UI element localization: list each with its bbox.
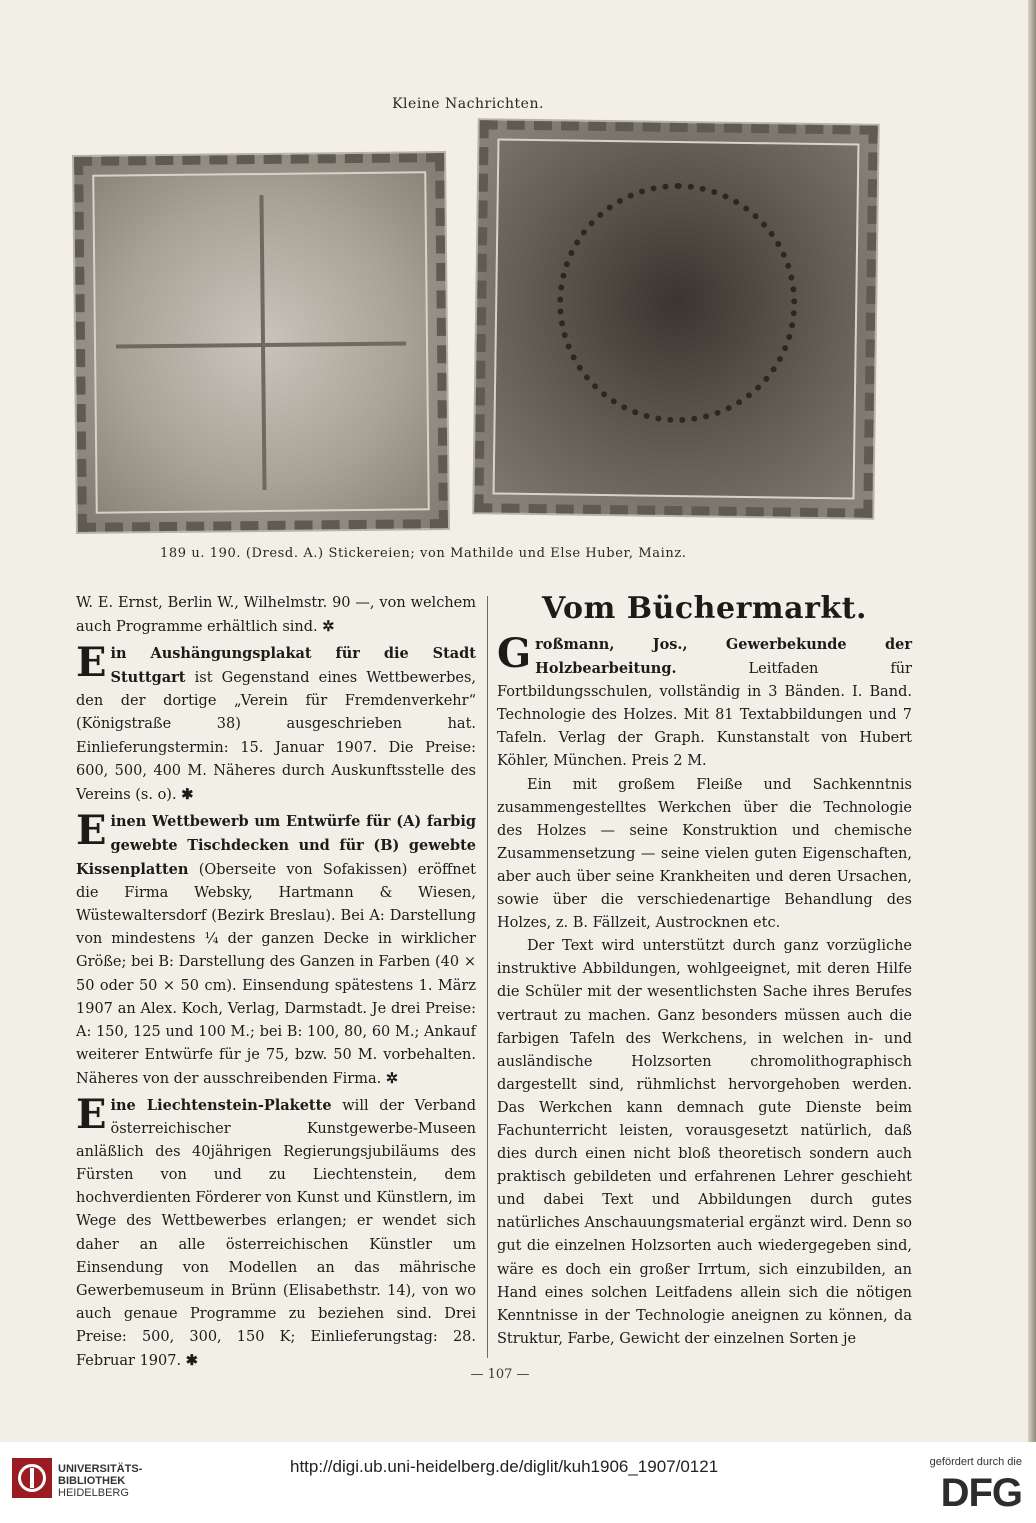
drop-cap: E	[76, 639, 107, 687]
intro-paragraph	[76, 592, 476, 639]
notice-textile-competition	[76, 806, 476, 1091]
notice-heading: in Aushängungsplakat für die Stadt Stuttgart	[110, 645, 476, 687]
notice-heading: inen Wettbewerb um Entwürfe für (A) farbig gewebte Tischdecken und für (B) gewebte Kissenplatten	[76, 812, 476, 879]
drop-cap: E	[76, 1090, 107, 1138]
library-name-line-2: BIBLIOTHEK	[58, 1475, 126, 1487]
book-entry	[497, 630, 912, 774]
page-number: — 107 —	[470, 1367, 530, 1382]
ornament-mark: ✲	[322, 618, 335, 636]
section-title: Vom Büchermarkt.	[542, 591, 867, 626]
drop-cap: G	[497, 630, 532, 677]
drop-cap: E	[76, 806, 107, 854]
intro-text: W. E. Ernst, Berlin W., Wilhelmstr. 90 —, von welchem auch Programme erhältlich sind.	[76, 595, 476, 636]
left-column	[76, 592, 476, 1373]
dfg-logo[interactable]: DFG	[940, 1471, 1022, 1515]
review-paragraph-2: Der Text wird unterstützt durch ganz vorzügliche instruktive Abbildungen, wohlgeeignet, mit deren Hilfe die Schüler mit der wesentlichsten Sache ihres Berufes vertraut zu machen. Ganz besonders müssen auch die farbigen Tafeln des Werkchens, in welchen in- und ausländische Holzsorten chromolithographisch dargestellt sind, rühmlichst hervorgehoben werden. Das Werkchen kann demnach gute Dienste beim Fachunterricht leisten, vorausgesetzt natürlich, daß dies durch einen nicht bloß theoretisch sondern auch praktisch gebildeten und erfahrenen Lehrer geschieht und dabei Text und Abbildungen durch gutes natürliches Anschauungsmaterial ergänzt wird. Denn so gut die einzelnen Holzsorten auch wiedergegeben sind, wäre es doch ein großer Irrtum, sich einzubilden, an Hand eines solchen Leitfadens allein sich die nötigen Kenntnisse in der Technologie aneignen zu können, da Struktur, Farbe, Gewicht der einzelnen Sorten je	[497, 938, 912, 1347]
library-name-line-1: UNIVERSITÄTS-	[58, 1463, 143, 1475]
university-library-logo-icon[interactable]	[12, 1458, 52, 1498]
notice-body: will der Verband österreichischer Kunstgewerbe-Museen anläßlich des 40jährigen Regierungsjubiläums des Fürsten von und zu Liechtenstein, dem hochverdienten Förderer von Kunst und Künstlern, im Wege des Wettbewerbes erlangen; er wendet sich daher an alle österreichischen Künstler um Einsendung von Modellen an das mährische Gewerbemuseum in Brünn (Elisabethstr. 14), von wo auch genaue Programme zu beziehen sind. Drei Preise: 500, 300, 150 K; Einlieferungstag: 28. Februar 1907.	[76, 1097, 476, 1369]
page-edge-shadow	[1028, 0, 1036, 1442]
book-entry-details: Leitfaden für Fortbildungsschulen, vollständig in 3 Bänden. I. Band. Technologie des Holzes. Mit 81 Textabbildungen und 7 Tafeln. Verlag der Graph. Kunstanstalt von Hubert Köhler, München. Preis 2 M.	[497, 661, 912, 770]
seal-figure	[30, 1468, 34, 1488]
digitization-footer	[0, 1442, 1036, 1523]
embroidery-photo-189	[74, 153, 448, 532]
ornament-mark: ✲	[385, 1069, 398, 1087]
column-rule	[487, 596, 488, 1358]
ornament-mark: ✱	[185, 1352, 198, 1369]
running-head: Kleine Nachrichten.	[392, 96, 544, 112]
book-entry-heading: roßmann, Jos., Gewerbekunde der Holzbearbeitung.	[535, 636, 912, 678]
library-name[interactable]	[58, 1463, 142, 1499]
embroidery-photo-190	[474, 120, 877, 518]
right-column	[497, 592, 912, 1351]
notice-liechtenstein-plaque	[76, 1090, 476, 1373]
notice-body: ist Gegenstand eines Wettbewerbes, den der dortige „Verein für Fremdenverkehr“ (Königstraße 38) ausgeschrieben hat. Einlieferungstermin: 15. Januar 1907. Die Preise: 600, 500, 400 M. Näheres durch Auskunftsstelle des Vereins (s. o).	[76, 670, 477, 803]
ornament-mark: ✱	[181, 785, 194, 803]
notice-body: (Oberseite von Sofakissen) eröffnet die Firma Websky, Hartmann & Wiesen, Wüstewaltersdorf (Bezirk Breslau). Bei A: Darstellung von mindestens ¼ der ganzen Decke in wirklicher Größe; bei B: Darstellung des Ganzen in Farben (40 × 50 oder 50 × 50 cm). Einsendung spätestens 1. März 1907 an Alex. Koch, Verlag, Darmstadt. Je drei Preise: A: 150, 125 und 100 M.; bei B: 100, 80, 60 M.; Ankauf weiterer Entwürfe für je 75, bzw. 50 M. vorbehalten. Näheres von der ausschreibenden Firma.	[76, 862, 476, 1087]
notice-stuttgart-poster	[76, 639, 477, 807]
funding-note: gefördert durch die	[929, 1456, 1022, 1468]
review-paragraph-1: Ein mit großem Fleiße und Sachkenntnis zusammengestelltes Werkchen über die Technologie des Holzes — seine Konstruktion und chemische Zusammensetzung — seine vielen guten Eigenschaften, aber auch über seine Krankheiten und deren Ursachen, sowie über die verschiedenartige Behandlung des Holzes, z. B. Fällzeit, Austrocknen etc.	[497, 776, 912, 932]
permalink-url[interactable]: http://digi.ub.uni-heidelberg.de/diglit/kuh1906_1907/0121	[290, 1457, 719, 1476]
figure-caption: 189 u. 190. (Dresd. A.) Stickereien; von Mathilde und Else Huber, Mainz.	[160, 546, 687, 561]
library-name-line-3: HEIDELBERG	[58, 1487, 129, 1499]
notice-heading: ine Liechtenstein-Plakette	[110, 1096, 332, 1114]
